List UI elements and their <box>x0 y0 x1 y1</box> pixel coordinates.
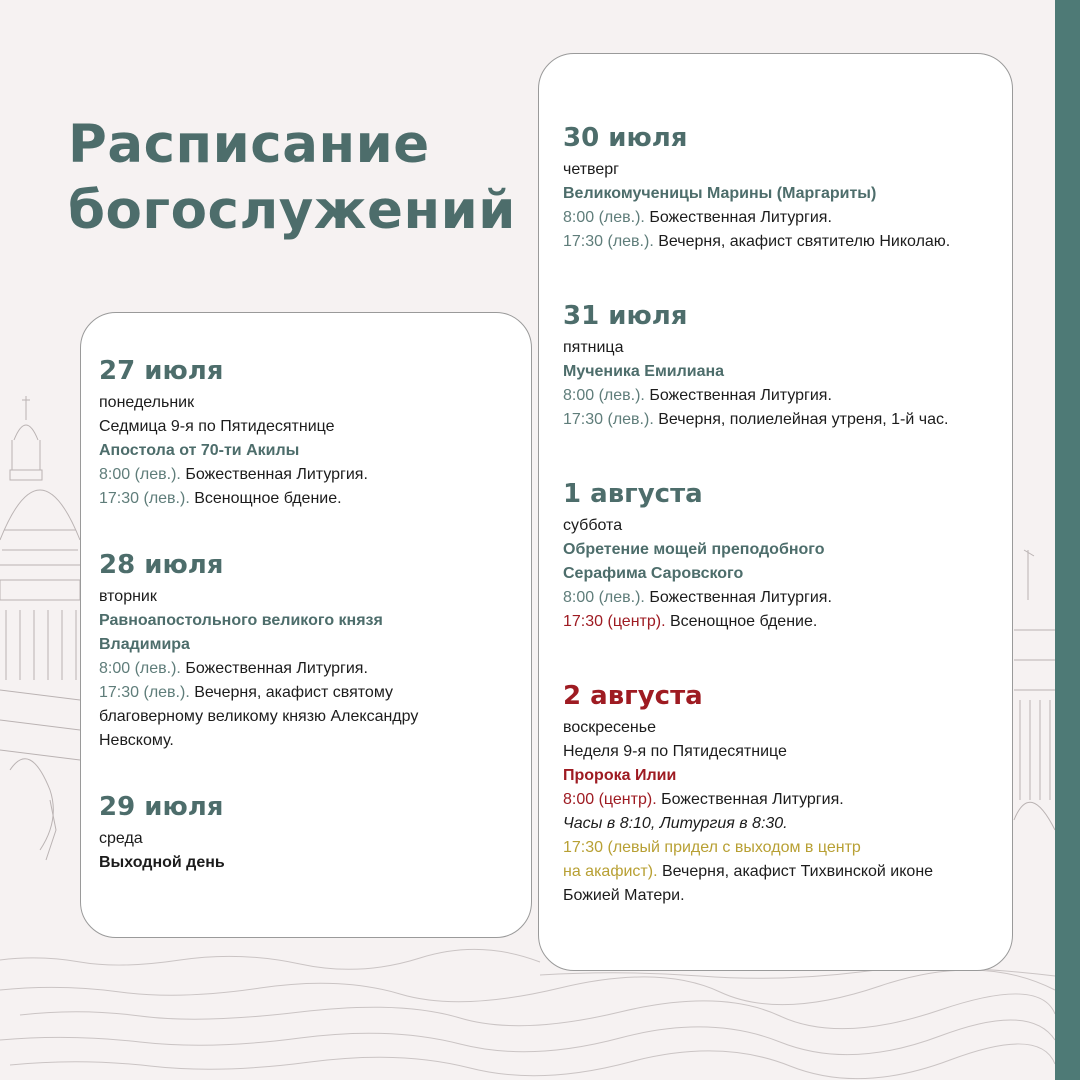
day-weekday: вторник <box>99 588 157 605</box>
service-desc: Божественная Литургия. <box>180 466 368 483</box>
service-time: 17:30 (лев.). <box>563 411 654 428</box>
service-continuation: Божией Матери. <box>563 887 685 904</box>
page-title <box>68 112 516 244</box>
service-time: 8:00 (лев.). <box>563 589 645 606</box>
day-29-july <box>99 789 531 875</box>
day-weekday: воскресенье <box>563 719 656 736</box>
day-weekday: понедельник <box>99 394 195 411</box>
service-time: 17:30 (лев.). <box>563 233 654 250</box>
day-weekday: пятница <box>563 339 624 356</box>
service-line <box>99 657 531 681</box>
day-date: 2 августа <box>563 681 703 711</box>
service-desc: Божественная Литургия. <box>644 387 832 404</box>
service-time: 17:30 (центр). <box>563 613 666 630</box>
day-weekday: суббота <box>563 517 623 534</box>
service-line <box>99 463 531 487</box>
service-desc: Вечерня, акафист святителю Николаю. <box>653 233 951 250</box>
service-continuation: благоверному великому князю Александру <box>99 708 419 725</box>
service-line <box>99 681 531 705</box>
service-line <box>563 384 1012 408</box>
service-time: 17:30 (лев.). <box>99 684 190 701</box>
title-line-2: богослужений <box>68 180 516 241</box>
day-date: 29 июля <box>99 792 224 822</box>
service-time: на акафист). <box>563 863 658 880</box>
service-desc: Божественная Литургия. <box>644 209 832 226</box>
service-line <box>563 230 1012 254</box>
day-27-july <box>99 353 531 511</box>
day-saint: Равноапостольного великого князя <box>99 612 383 629</box>
day-saint: Великомученицы Марины (Маргариты) <box>563 185 877 202</box>
service-continuation: Невскому. <box>99 732 174 749</box>
service-desc: Вечерня, акафист святому <box>189 684 394 701</box>
service-time: 8:00 (лев.). <box>563 209 645 226</box>
day-saint: Пророка Илии <box>563 767 677 784</box>
day-weekday: среда <box>99 830 143 847</box>
service-time: 8:00 (лев.). <box>99 466 181 483</box>
service-desc: Вечерня, акафист Тихвинской иконе <box>657 863 934 880</box>
day-saint: Серафима Саровского <box>563 565 744 582</box>
day-saint: Мученика Емилиана <box>563 363 725 380</box>
day-date: 31 июля <box>563 301 688 331</box>
service-desc: Вечерня, полиелейная утреня, 1-й час. <box>653 411 949 428</box>
service-time: 17:30 (левый придел с выходом в центр <box>563 839 861 856</box>
service-desc: Божественная Литургия. <box>180 660 368 677</box>
day-date: 28 июля <box>99 550 224 580</box>
service-desc: Всенощное бдение. <box>665 613 818 630</box>
service-line <box>563 860 1012 884</box>
day-date: 27 июля <box>99 356 224 386</box>
title-line-1: Расписание <box>68 114 430 175</box>
day-week: Седмица 9-я по Пятидесятнице <box>99 418 335 435</box>
schedule-card-left <box>80 312 532 938</box>
day-31-july <box>563 298 1012 432</box>
service-time: 8:00 (лев.). <box>563 387 645 404</box>
day-date: 30 июля <box>563 123 688 153</box>
service-line <box>563 586 1012 610</box>
service-line <box>563 408 1012 432</box>
service-time: 17:30 (лев.). <box>99 490 190 507</box>
service-italic-note: Часы в 8:10, Литургия в 8:30. <box>563 815 788 832</box>
day-week: Неделя 9-я по Пятидесятнице <box>563 743 787 760</box>
service-line <box>563 206 1012 230</box>
service-desc: Божественная Литургия. <box>644 589 832 606</box>
day-saint: Апостола от 70-ти Акилы <box>99 442 300 459</box>
schedule-card-right <box>538 53 1013 971</box>
day-1-august <box>563 476 1012 634</box>
service-desc: Всенощное бдение. <box>189 490 342 507</box>
day-date: 1 августа <box>563 479 703 509</box>
day-saint: Владимира <box>99 636 190 653</box>
service-line <box>563 610 1012 634</box>
day-off-note: Выходной день <box>99 854 225 871</box>
service-time: 8:00 (центр). <box>563 791 657 808</box>
right-accent-bar <box>1055 0 1080 1080</box>
day-30-july <box>563 120 1012 254</box>
day-28-july <box>99 547 531 753</box>
service-time: 8:00 (лев.). <box>99 660 181 677</box>
day-2-august <box>563 678 1012 908</box>
day-weekday: четверг <box>563 161 619 178</box>
service-desc: Божественная Литургия. <box>656 791 844 808</box>
service-line <box>563 788 1012 812</box>
service-line <box>99 487 531 511</box>
day-saint: Обретение мощей преподобного <box>563 541 825 558</box>
